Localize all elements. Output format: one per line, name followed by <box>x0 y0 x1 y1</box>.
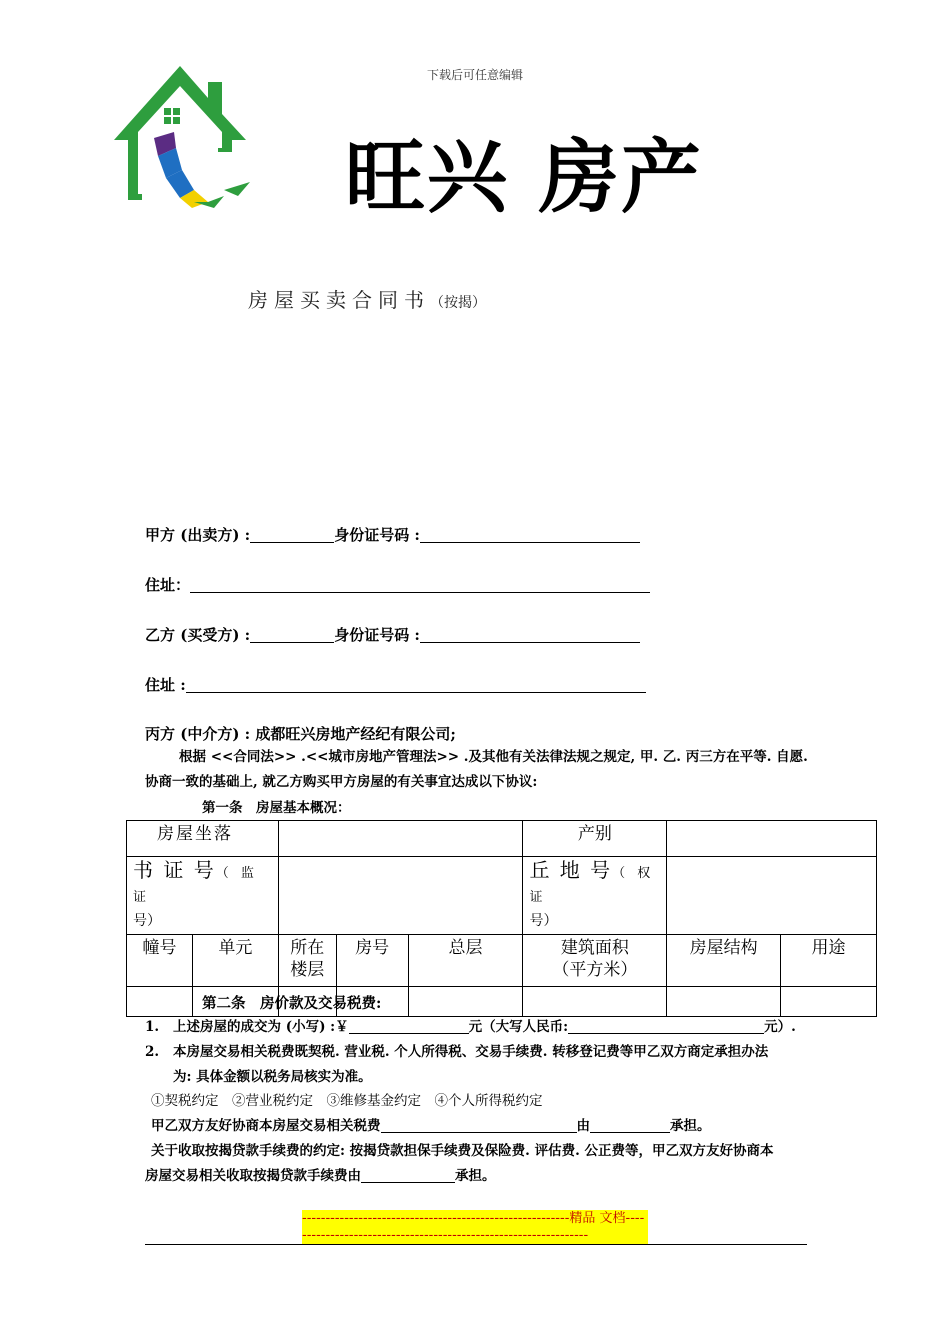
table-header-structure: 房屋结构 <box>667 935 781 987</box>
loan-fee-payer-field[interactable] <box>361 1167 455 1183</box>
table-header-unit: 单元 <box>192 935 278 987</box>
party-b-id-field[interactable] <box>420 626 640 643</box>
intro-paragraph: 根据 <<合同法>> .<<城市房地产管理法>> .及其他有关法律法规之规定, 甲. 乙. 丙三方在平等. 自愿. 协商一致的基础上, 就乙方购买甲方房屋的有关事宜达成以下协议: <box>145 749 808 790</box>
price-words-field[interactable] <box>568 1018 764 1034</box>
table-header-area: 建筑面积 （平方米） <box>523 935 667 987</box>
table-label-cert-no: 书 证 号（ 监 证 号） <box>127 857 279 935</box>
party-a-line: 甲方 (出卖方) : 身份证号码 : <box>145 524 640 545</box>
table-header-room: 房号 <box>336 935 408 987</box>
table-label-land-no: 丘 地 号（ 权 证 号） <box>523 857 667 935</box>
house-logo-icon <box>108 62 268 212</box>
party-b-name-field[interactable] <box>250 626 334 643</box>
table-header-building: 幢号 <box>127 935 193 987</box>
party-a-address-line: 住址： <box>145 574 650 595</box>
party-b-address-field[interactable] <box>186 676 646 693</box>
document-title: 房屋买卖合同书（按揭） <box>248 288 486 312</box>
loan-fee-paragraph: 关于收取按揭贷款手续费的约定: 按揭贷款担保手续费及保险费. 评估费. 公正费等，甲乙双方友好协商本 房屋交易相关收取按揭贷款手续费由 承担。 <box>145 1143 774 1184</box>
tax-item-field[interactable] <box>381 1117 577 1133</box>
table-label-property-type: 产别 <box>523 821 667 857</box>
brand-name: 旺兴 房产 <box>345 131 703 224</box>
table-cell-land-no-value[interactable] <box>667 857 877 935</box>
article-1-heading: 第一条 房屋基本概况： <box>202 800 351 816</box>
tax-options: ①契税约定 ②营业税约定 ③维修基金约定 ④个人所得税约定 <box>151 1093 543 1109</box>
table-header-usage: 用途 <box>781 935 877 987</box>
footer-divider <box>145 1244 807 1245</box>
party-a-id-field[interactable] <box>420 526 640 543</box>
table-label-location: 房屋坐落 <box>127 821 279 857</box>
property-info-table <box>126 820 877 1017</box>
party-b-address-line: 住址 : <box>145 674 646 695</box>
table-header-floor: 所在 楼层 <box>278 935 336 987</box>
table-header-total-floors: 总层 <box>408 935 523 987</box>
negotiation-line: 甲乙双方友好协商本房屋交易相关税费 由 承担。 <box>151 1118 711 1134</box>
article-2-heading: 第二条 房价款及交易税费: <box>202 995 382 1012</box>
party-c-line: 丙方 (中介方) : 成都旺兴房地产经纪有限公司; <box>145 725 456 743</box>
item-2: 2. 本房屋交易相关税费既契税. 营业税. 个人所得税、交易手续费. 转移登记费等甲乙双方商定承担办法 为: 具体金额以税务局核实为准。 <box>145 1044 769 1085</box>
item-1: 1. 上述房屋的成交为 (小写) :￥ 元（大写人民币: 元）. <box>145 1019 796 1035</box>
party-a-address-field[interactable] <box>190 576 650 593</box>
price-numeric-field[interactable] <box>349 1018 469 1034</box>
table-cell-location-value[interactable] <box>278 821 523 857</box>
header-note: 下载后可任意编辑 <box>426 68 523 82</box>
party-a-name-field[interactable] <box>250 526 334 543</box>
party-b-line: 乙方 (买受方) : 身份证号码 : <box>145 624 640 645</box>
footer-watermark: ---------------------------------------------------------精品 文档----------------------------------------------------------------- <box>302 1210 648 1244</box>
table-cell-property-type-value[interactable] <box>667 821 877 857</box>
table-cell-cert-no-value[interactable] <box>278 857 523 935</box>
tax-payer-field[interactable] <box>590 1117 670 1133</box>
table-cell[interactable] <box>127 987 193 1017</box>
